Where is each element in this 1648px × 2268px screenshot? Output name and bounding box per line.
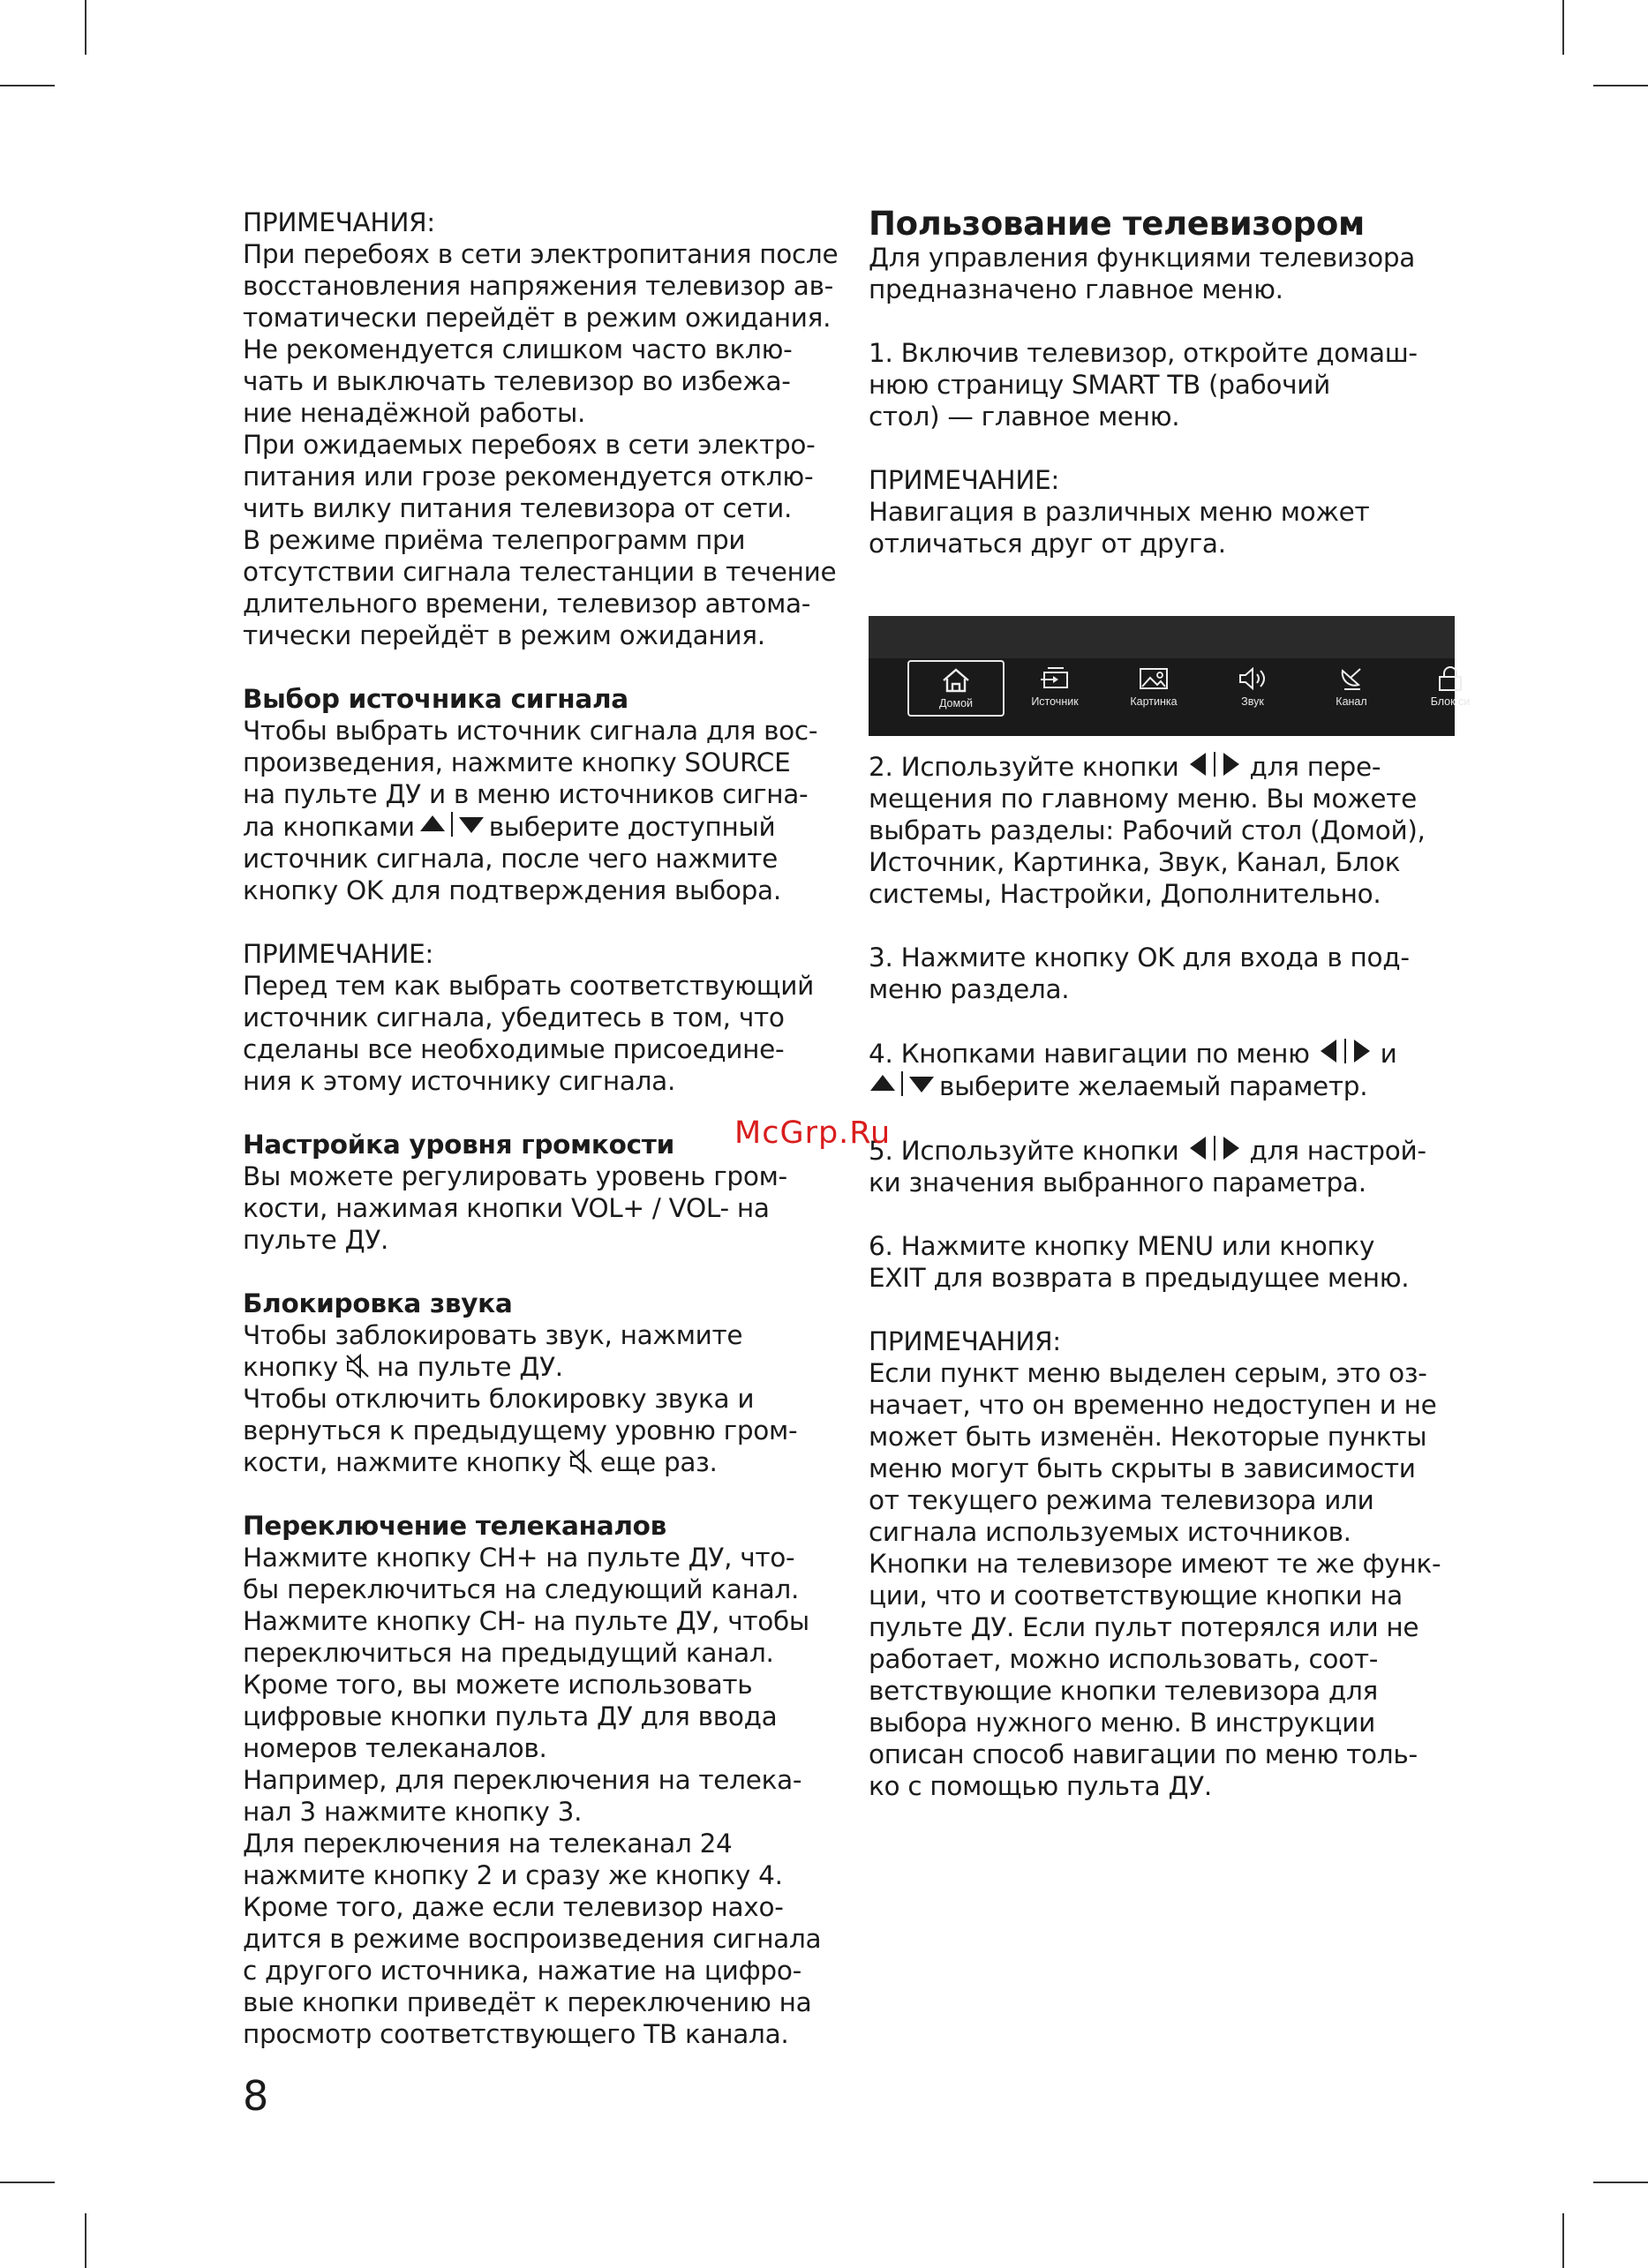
text-line: на пульте ДУ и в меню источников сигна- <box>243 779 809 809</box>
text-fragment: 5. Используйте кнопки <box>869 1136 1179 1166</box>
text-line: тически перейдёт в режим ожидания. <box>243 620 765 650</box>
text-line: с другого источника, нажатие на цифро- <box>243 1956 801 1986</box>
text-line: вернуться к предыдущему уровню гром- <box>243 1416 798 1446</box>
notes-title: ПРИМЕЧАНИЯ: <box>243 207 435 237</box>
menu-item-label: Картинка <box>1130 695 1178 708</box>
crop-mark <box>85 0 87 55</box>
text-line: Перед тем как выбрать соответствующий <box>243 971 814 1001</box>
text-line: ние ненадёжной работы. <box>243 398 586 428</box>
text-line: ки значения выбранного параметра. <box>869 1168 1366 1198</box>
note-title: ПРИМЕЧАНИЕ: <box>869 465 1060 495</box>
text-line: Нажмите кнопку CH- на пульте ДУ, чтобы <box>243 1606 809 1636</box>
text-line: 1. Включив телевизор, откройте домаш- <box>869 338 1418 368</box>
text-line: предназначено главное меню. <box>869 274 1283 304</box>
text-line: нал 3 нажмите кнопку 3. <box>243 1797 583 1827</box>
text-line: восстановления напряжения телевизор ав- <box>243 271 834 301</box>
text-line: Чтобы выбрать источник сигнала для вос- <box>243 716 818 746</box>
up-down-arrows-icon <box>418 810 485 838</box>
menu-top-bar <box>869 616 1455 658</box>
text-line: дится в режиме воспроизведения сигнала <box>243 1924 822 1954</box>
crop-mark <box>1562 2213 1564 2268</box>
text-line: номеров телеканалов. <box>243 1733 547 1763</box>
text-fragment: ла кнопками <box>243 812 415 842</box>
section-heading-channels: Переключение телеканалов <box>243 1511 666 1541</box>
text-line: от текущего режима телевизора или <box>869 1485 1374 1515</box>
crop-mark <box>1593 85 1648 86</box>
text-fragment: на пульте ДУ. <box>376 1352 563 1382</box>
text-line: Если пункт меню выделен серым, это оз- <box>869 1358 1427 1388</box>
text-line: цифровые кнопки пульта ДУ для ввода <box>243 1701 778 1731</box>
text-line <box>869 1134 1469 1167</box>
text-line: выбрать разделы: Рабочий стол (Домой), <box>869 815 1426 845</box>
notes-paragraph <box>243 238 852 651</box>
up-down-arrows-icon <box>869 1070 936 1098</box>
text-line <box>869 750 1469 783</box>
text-line: бы переключиться на следующий канал. <box>243 1574 800 1604</box>
menu-item-label: Домой <box>938 697 974 710</box>
tv-main-menu <box>869 616 1471 736</box>
text-line: источник сигнала, после чего нажмите <box>243 844 778 874</box>
text-line: Источник, Картинка, Звук, Канал, Блок <box>869 847 1401 877</box>
page-number: 8 <box>243 2072 269 2120</box>
text-line: работает, можно использовать, соот- <box>869 1644 1379 1674</box>
text-line: меню могут быть скрыты в зависимости <box>869 1453 1416 1483</box>
notes-title: ПРИМЕЧАНИЯ: <box>869 1326 1061 1356</box>
text-line: отсутствии сигнала телестанции в течение <box>243 557 837 587</box>
text-line: произведения, нажмите кнопку SOURCE <box>243 747 791 777</box>
text-line: сделаны все необходимые присоедине- <box>243 1034 785 1064</box>
text-fragment: и <box>1380 1039 1397 1069</box>
left-right-arrows-icon <box>1183 1134 1246 1162</box>
section-heading-source: Выбор источника сигнала <box>243 684 628 714</box>
menu-item-label: Канал <box>1336 695 1367 708</box>
satellite-icon <box>1334 665 1369 692</box>
home-icon <box>938 667 974 694</box>
text-line: Для управления функциями телевизора <box>869 243 1416 273</box>
mute-icon <box>568 1448 593 1475</box>
left-right-arrows-icon <box>1183 750 1246 778</box>
text-line: длительного времени, телевизор автома- <box>243 589 811 619</box>
text-line: системы, Настройки, Дополнительно. <box>869 879 1381 909</box>
text-line: может быть изменён. Некоторые пункты <box>869 1422 1427 1452</box>
text-line: Вы можете регулировать уровень гром- <box>243 1161 787 1191</box>
text-fragment: для настрой- <box>1249 1136 1426 1166</box>
text-line: Например, для переключения на телека- <box>243 1765 802 1795</box>
text-line: кнопку OK для подтверждения выбора. <box>243 875 781 905</box>
text-line: Для переключения на телеканал 24 <box>243 1829 733 1859</box>
text-line: кости, нажимая кнопки VOL+ / VOL- на <box>243 1193 770 1223</box>
crop-mark <box>1593 2182 1648 2183</box>
text-line: Кроме того, вы можете использовать <box>243 1670 753 1700</box>
text-fragment: 2. Используйте кнопки <box>869 752 1179 782</box>
page-title: Пользование телевизором <box>869 205 1365 243</box>
text-line: EXIT для возврата в предыдущее меню. <box>869 1263 1410 1293</box>
text-line: 3. Нажмите кнопку OK для входа в под- <box>869 942 1410 973</box>
section-heading-mute: Блокировка звука <box>243 1288 513 1318</box>
text-line: вые кнопки приведёт к переключению на <box>243 1987 812 2017</box>
text-line: ции, что и соответствующие кнопки на <box>869 1581 1403 1611</box>
text-line <box>869 1037 1469 1070</box>
note-title: ПРИМЕЧАНИЕ: <box>243 939 434 969</box>
crop-mark <box>85 2213 87 2268</box>
text-line: томатически перейдёт в режим ожидания. <box>243 303 832 333</box>
picture-icon <box>1136 665 1171 692</box>
text-fragment: еще раз. <box>599 1447 718 1477</box>
text-line: Не рекомендуется слишком часто вклю- <box>243 334 793 364</box>
text-fragment: для пере- <box>1249 752 1381 782</box>
text-line: В режиме приёма телепрограмм при <box>243 525 746 555</box>
text-line: 6. Нажмите кнопку MENU или кнопку <box>869 1231 1375 1261</box>
text-line: мещения по главному меню. Вы можете <box>869 784 1417 814</box>
text-line: ветствующие кнопки телевизора для <box>869 1676 1379 1706</box>
text-line: чать и выключать телевизор во избежа- <box>243 366 791 396</box>
text-line <box>243 810 852 843</box>
text-line: ния к этому источнику сигнала. <box>243 1066 676 1096</box>
text-line: Навигация в различных меню может <box>869 497 1370 527</box>
text-line: Кнопки на телевизоре имеют те же функ- <box>869 1549 1441 1579</box>
text-line <box>243 1351 852 1383</box>
lock-icon <box>1433 665 1468 692</box>
menu-item-lock[interactable] <box>1402 660 1499 717</box>
text-line <box>869 1070 1469 1102</box>
text-line: пульте ДУ. <box>243 1225 389 1255</box>
crop-mark <box>1562 0 1564 55</box>
section-heading-volume: Настройка уровня громкости <box>243 1130 674 1160</box>
text-line: отличаться друг от друга. <box>869 529 1226 559</box>
input-source-icon <box>1037 665 1072 692</box>
text-line: источник сигнала, убедитесь в том, что <box>243 1003 785 1033</box>
text-line: чить вилку питания телевизора от сети. <box>243 493 793 523</box>
text-line: выбора нужного меню. В инструкции <box>869 1708 1375 1738</box>
text-line: переключиться на предыдущий канал. <box>243 1638 774 1668</box>
text-fragment: кости, нажмите кнопку <box>243 1447 561 1477</box>
text-line: При ожидаемых перебоях в сети электро- <box>243 430 816 460</box>
menu-item-source[interactable] <box>1006 660 1103 717</box>
text-line: Нажмите кнопку CH+ на пульте ДУ, что- <box>243 1543 795 1573</box>
text-line: нюю страницу SMART ТВ (рабочий <box>869 370 1330 400</box>
text-line: описан способ навигации по меню толь- <box>869 1739 1418 1769</box>
menu-item-home[interactable] <box>907 660 1005 717</box>
menu-item-picture[interactable] <box>1105 660 1202 717</box>
text-line: Чтобы заблокировать звук, нажмите <box>243 1320 743 1350</box>
text-line: начает, что он временно недоступен и не <box>869 1390 1437 1420</box>
text-line: меню раздела. <box>869 974 1070 1004</box>
text-fragment: 4. Кнопками навигации по меню <box>869 1039 1310 1069</box>
text-line: питания или грозе рекомендуется отклю- <box>243 462 814 492</box>
crop-mark <box>0 85 55 86</box>
left-right-arrows-icon <box>1313 1037 1377 1065</box>
text-line: Кроме того, даже если телевизор нахо- <box>243 1892 784 1922</box>
text-line: пульте ДУ. Если пульт потерялся или не <box>869 1612 1419 1642</box>
text-line: ко с помощью пульта ДУ. <box>869 1771 1212 1801</box>
watermark: McGrp.Ru <box>734 1115 892 1151</box>
menu-item-channel[interactable] <box>1303 660 1400 717</box>
text-fragment: кнопку <box>243 1352 338 1382</box>
text-line: нажмите кнопку 2 и сразу же кнопку 4. <box>243 1860 783 1890</box>
text-line: Чтобы отключить блокировку звука и <box>243 1384 755 1414</box>
speaker-icon <box>1235 665 1270 692</box>
text-fragment: выберите доступный <box>488 812 776 842</box>
menu-item-sound[interactable] <box>1204 660 1301 717</box>
mute-icon <box>345 1353 370 1379</box>
crop-mark <box>0 2182 55 2183</box>
menu-item-label: Блок си <box>1430 695 1471 708</box>
text-line: просмотр соответствующего ТВ канала. <box>243 2019 789 2049</box>
menu-item-label: Источник <box>1031 695 1079 708</box>
right-column <box>869 207 1469 1802</box>
menu-item-label: Звук <box>1241 695 1264 708</box>
text-line <box>243 1446 852 1478</box>
text-line: стол) — главное меню. <box>869 402 1180 432</box>
text-line: сигнала используемых источников. <box>869 1517 1351 1547</box>
text-fragment: выберите желаемый параметр. <box>939 1071 1368 1101</box>
text-line: При перебоях в сети электропитания после <box>243 239 839 269</box>
